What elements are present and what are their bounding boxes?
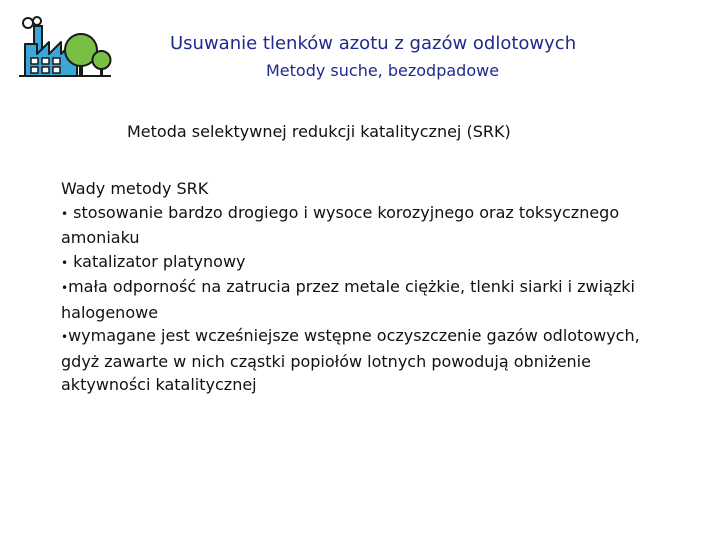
page-title: Usuwanie tlenków azotu z gazów odlotowych	[170, 33, 577, 54]
list-item	[61, 275, 661, 324]
list-item-text: mała odporność na zatrucia przez metale ciężkie, tlenki siarki i związki halogenowe	[61, 277, 635, 322]
content-heading: Wady metody SRK	[61, 179, 209, 198]
bullet-icon: •	[61, 206, 69, 221]
page-subtitle: Metody suche, bezodpadowe	[266, 61, 500, 80]
list-item	[61, 201, 661, 250]
bullet-icon: •	[61, 281, 69, 295]
list-item-text: katalizator platynowy	[73, 251, 246, 271]
list-item-text: stosowanie bardzo drogiego i wysoce korozyjnego oraz toksycznego amoniaku	[61, 202, 620, 247]
factory-logo-icon	[15, 14, 113, 82]
list-item	[61, 324, 661, 397]
bullet-icon: •	[61, 330, 69, 344]
content-body	[61, 177, 661, 397]
section-heading: Metoda selektywnej redukcji katalitycznej (SRK)	[127, 122, 511, 141]
bullet-icon: •	[61, 255, 69, 270]
list-item	[61, 250, 661, 276]
list-item-text: wymagane jest wcześniejsze wstępne oczyszczenie gazów odlotowych, gdyż zawarte w nich cząstki popiołów lotnych powodują obniżenie aktywności katalitycznej	[61, 326, 640, 394]
